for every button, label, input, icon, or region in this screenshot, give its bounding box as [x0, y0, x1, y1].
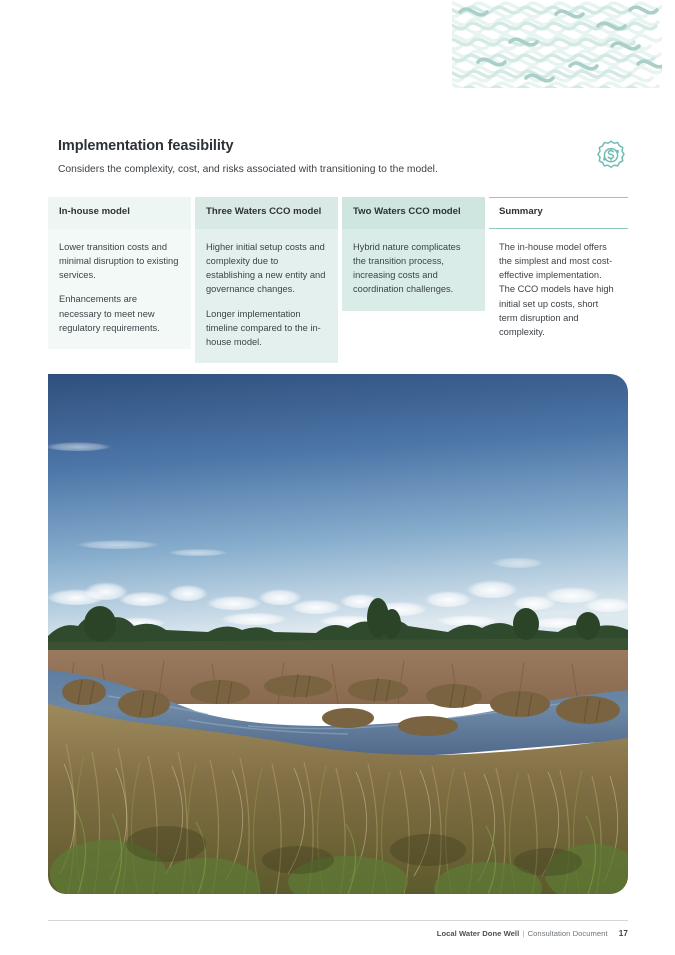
page-footer [437, 929, 628, 938]
footer-document-name: Consultation Document [527, 929, 608, 938]
wave-pattern-decoration [452, 0, 662, 88]
body-paragraph: Hybrid nature complicates the transition process, increasing costs and coordination challenges. [353, 242, 461, 295]
table-column-three-waters-cco-model [195, 197, 338, 363]
section-heading-block [58, 138, 578, 178]
table-column-summary [489, 197, 628, 353]
comparison-table [48, 197, 628, 363]
column-body [342, 229, 485, 311]
column-header: Summary [489, 197, 628, 229]
column-body [195, 229, 338, 363]
footer-separator: | [522, 929, 525, 938]
column-header: Two Waters CCO model [342, 197, 485, 229]
body-paragraph: The in-house model offers the simplest and most cost-effective implementation. The CCO models have high initial set up costs, short term disruption and complexity. [499, 242, 614, 337]
body-paragraph: Higher initial setup costs and complexity due to establishing a new entity and governance changes. [206, 242, 326, 295]
body-paragraph: Enhancements are necessary to meet new regulatory requirements. [59, 294, 160, 333]
table-column-in-house-model [48, 197, 191, 349]
column-body [48, 229, 191, 349]
table-column-two-waters-cco-model [342, 197, 485, 311]
column-header: In-house model [48, 197, 191, 229]
column-header: Three Waters CCO model [195, 197, 338, 229]
section-subtitle: Considers the complexity, cost, and risks associated with transitioning to the model. [58, 164, 438, 176]
body-paragraph: Lower transition costs and minimal disruption to existing services. [59, 242, 179, 281]
page-title: Implementation feasibility [58, 138, 234, 154]
footer-brand: Local Water Done Well [436, 929, 520, 938]
cost-settings-icon [591, 138, 631, 178]
wetland-waterway-photograph [48, 374, 628, 894]
footer-divider [48, 920, 628, 921]
page-number: 17 [618, 929, 628, 938]
column-body [489, 229, 628, 353]
body-paragraph: Longer implementation timeline compared to the in-house model. [206, 308, 321, 347]
